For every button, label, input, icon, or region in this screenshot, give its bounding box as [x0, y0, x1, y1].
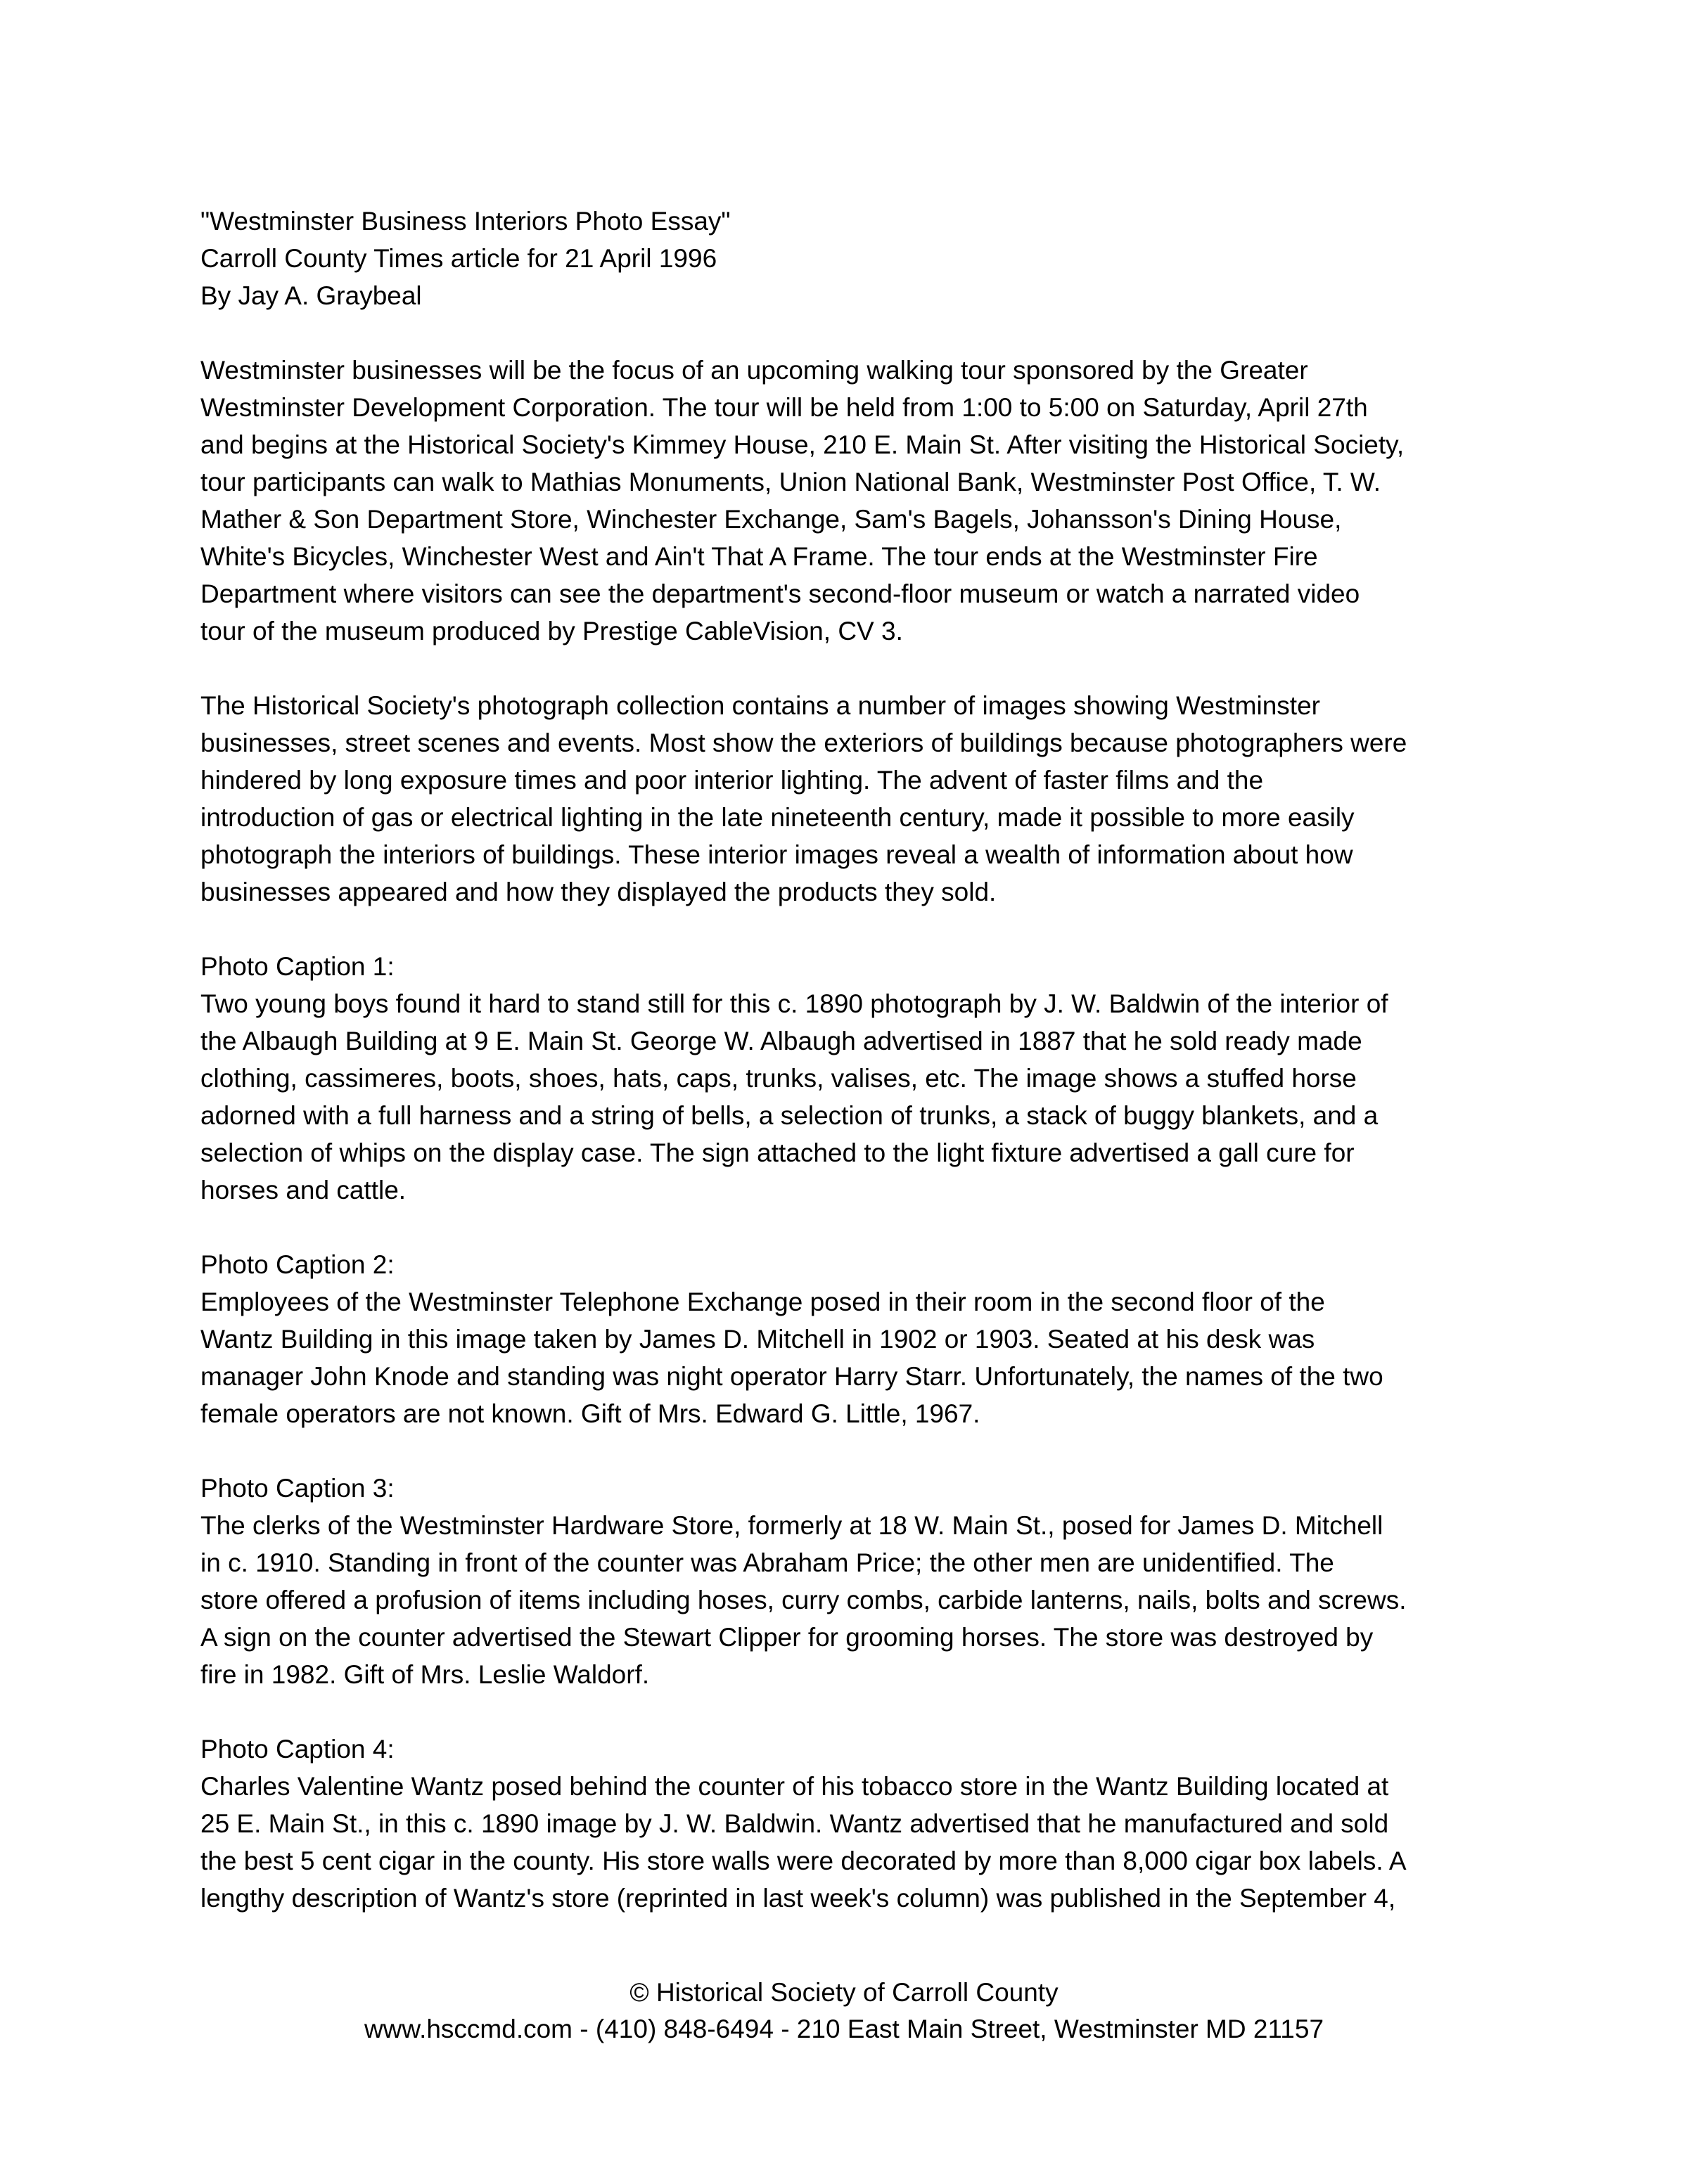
- intro-paragraph-1: [200, 352, 1523, 650]
- publication-line: Carroll County Times article for 21 April 1996: [200, 244, 717, 273]
- caption-line: horses and cattle.: [200, 1176, 407, 1205]
- caption-line: store offered a profusion of items including hoses, curry combs, carbide lanterns, nails, bolts and screws.: [200, 1586, 1407, 1614]
- caption-line: the best 5 cent cigar in the county. His store walls were decorated by more than 8,000 cigar box labels. A: [200, 1846, 1407, 1875]
- caption-line: fire in 1982. Gift of Mrs. Leslie Waldorf.: [200, 1660, 650, 1689]
- paragraph-line: businesses, street scenes and events. Most show the exteriors of buildings because photographers were: [200, 728, 1407, 757]
- intro-paragraph-2: [200, 687, 1523, 911]
- caption-label: Photo Caption 4:: [200, 1735, 395, 1764]
- photo-caption-1: [200, 948, 1523, 1209]
- caption-line: clothing, cassimeres, boots, shoes, hats, caps, trunks, valises, etc. The image shows a stuffed horse: [200, 1064, 1357, 1093]
- caption-line: the Albaugh Building at 9 E. Main St. George W. Albaugh advertised in 1887 that he sold ready made: [200, 1027, 1362, 1055]
- caption-line: adorned with a full harness and a string of bells, a selection of trunks, a stack of buggy blankets, and a: [200, 1101, 1379, 1130]
- paragraph-line: and begins at the Historical Society's Kimmey House, 210 E. Main St. After visiting the Historical Society,: [200, 430, 1405, 459]
- photo-caption-2: [200, 1246, 1523, 1432]
- caption-line: Wantz Building in this image taken by James D. Mitchell in 1902 or 1903. Seated at his desk was: [200, 1325, 1315, 1354]
- photo-caption-3: [200, 1470, 1523, 1693]
- caption-line: Charles Valentine Wantz posed behind the counter of his tobacco store in the Wantz Building located at: [200, 1772, 1389, 1801]
- article-title: "Westminster Business Interiors Photo Essay": [200, 207, 731, 236]
- caption-line: A sign on the counter advertised the Stewart Clipper for grooming horses. The store was destroyed by: [200, 1623, 1374, 1652]
- article-body: [200, 203, 1523, 1954]
- caption-line: Two young boys found it hard to stand still for this c. 1890 photograph by J. W. Baldwin of the interior of: [200, 989, 1388, 1018]
- paragraph-line: Mather & Son Department Store, Winchester Exchange, Sam's Bagels, Johansson's Dining House,: [200, 505, 1342, 534]
- article-header: [200, 203, 1523, 314]
- caption-line: selection of whips on the display case. The sign attached to the light fixture advertised a gall cure for: [200, 1138, 1355, 1167]
- contact-line: www.hsccmd.com - (410) 848-6494 - 210 East Main Street, Westminster MD 21157: [364, 2015, 1324, 2043]
- caption-label: Photo Caption 1:: [200, 952, 395, 981]
- paragraph-line: photograph the interiors of buildings. These interior images reveal a wealth of information about how: [200, 840, 1353, 869]
- caption-line: female operators are not known. Gift of Mrs. Edward G. Little, 1967.: [200, 1399, 980, 1428]
- paragraph-line: tour participants can walk to Mathias Monuments, Union National Bank, Westminster Post Office, T. W.: [200, 468, 1381, 496]
- caption-line: in c. 1910. Standing in front of the counter was Abraham Price; the other men are unidentified. The: [200, 1548, 1334, 1577]
- paragraph-line: Westminster businesses will be the focus of an upcoming walking tour sponsored by the Greater: [200, 356, 1308, 385]
- caption-line: lengthy description of Wantz's store (reprinted in last week's column) was published in the September 4,: [200, 1884, 1396, 1913]
- caption-line: 25 E. Main St., in this c. 1890 image by J. W. Baldwin. Wantz advertised that he manufactured and sold: [200, 1809, 1389, 1838]
- caption-line: The clerks of the Westminster Hardware Store, formerly at 18 W. Main St., posed for James D. Mitchell: [200, 1511, 1383, 1540]
- paragraph-line: tour of the museum produced by Prestige CableVision, CV 3.: [200, 617, 903, 645]
- paragraph-line: Westminster Development Corporation. The tour will be held from 1:00 to 5:00 on Saturday, April 27th: [200, 393, 1368, 422]
- paragraph-line: hindered by long exposure times and poor interior lighting. The advent of faster films and the: [200, 766, 1264, 795]
- caption-label: Photo Caption 2:: [200, 1250, 395, 1279]
- paragraph-line: businesses appeared and how they displayed the products they sold.: [200, 878, 997, 906]
- paragraph-line: Department where visitors can see the department's second-floor museum or watch a narrated video: [200, 579, 1360, 608]
- paragraph-line: introduction of gas or electrical lighting in the late nineteenth century, made it possible to more easily: [200, 803, 1355, 832]
- caption-line: Employees of the Westminster Telephone Exchange posed in their room in the second floor of the: [200, 1287, 1325, 1316]
- copyright-line: © Historical Society of Carroll County: [629, 1978, 1059, 2007]
- byline: By Jay A. Graybeal: [200, 281, 422, 310]
- caption-label: Photo Caption 3:: [200, 1474, 395, 1503]
- paragraph-line: The Historical Society's photograph collection contains a number of images showing Westminster: [200, 691, 1320, 720]
- page-footer: [0, 1974, 1688, 2048]
- paragraph-line: White's Bicycles, Winchester West and Ain't That A Frame. The tour ends at the Westminster Fire: [200, 542, 1318, 571]
- caption-line: manager John Knode and standing was night operator Harry Starr. Unfortunately, the names of the two: [200, 1362, 1383, 1391]
- photo-caption-4: [200, 1730, 1523, 1917]
